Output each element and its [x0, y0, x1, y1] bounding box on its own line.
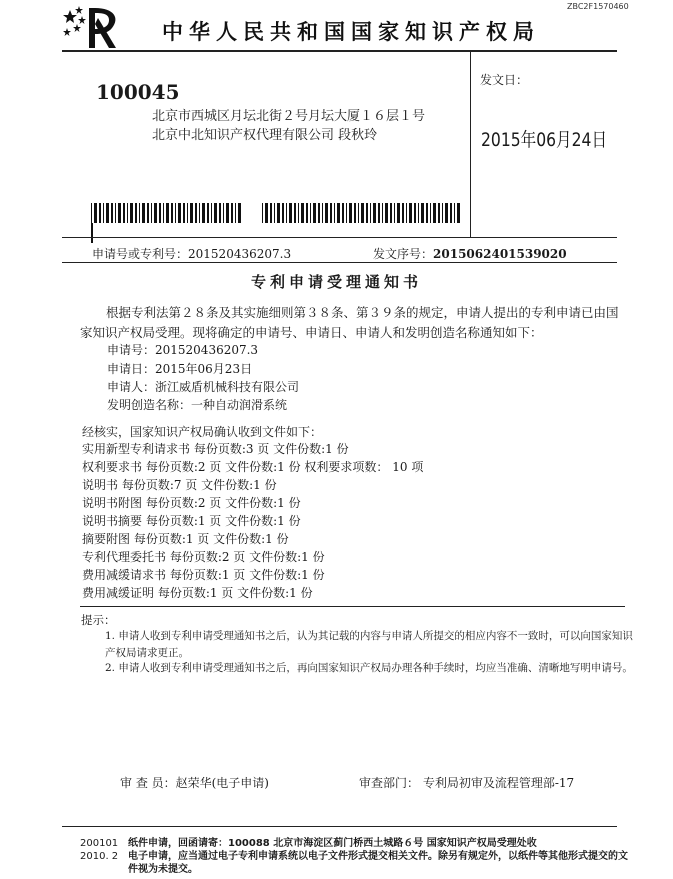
detail-application-number: 申请号：201520436207.3 [107, 343, 259, 357]
sipo-emblem-icon [62, 4, 124, 54]
tips-rule [80, 606, 625, 607]
footer-electronic-notice: 电子申请，应当通过电子专利申请系统以电子文件形式提交相关文件。除另有规定外，以纸件等其他形式提交的文件视为未提交。 [128, 851, 628, 875]
tips-label: 提示： [81, 613, 116, 627]
document-serial: ZBC2F1570460 [567, 2, 629, 11]
file-item: 专利代理委托书 每份页数:2 页 文件份数:1 份 [82, 550, 325, 564]
footer-paper-notice: 纸件申请，回函请寄：100088 北京市海淀区蓟门桥西土城路６号 国家知识产权局受理处收 [128, 838, 537, 849]
numbers-bottom-rule [62, 262, 617, 263]
file-item: 实用新型专利请求书 每份页数:3 页 文件份数:1 份 [82, 442, 349, 456]
file-item: 费用减缓请求书 每份页数:1 页 文件份数:1 份 [82, 568, 325, 582]
file-item: 说明书摘要 每份页数:1 页 文件份数:1 份 [82, 514, 301, 528]
issue-date-label: 发文日： [480, 73, 529, 87]
tip-item: 1. 申请人收到专利申请受理通知书之后，认为其记载的内容与申请人所提交的相应内容不一致时，可以向国家知识产权局请求更正。 [105, 630, 633, 659]
intro-paragraph: 根据专利法第２８条及其实施细则第３８条、第３９条的规定，申请人提出的专利申请已由国家知识产权局受理。现将确定的申请号、申请日、申请人和发明创造名称通知如下： [80, 305, 619, 340]
file-item: 费用减缓证明 每份页数:1 页 文件份数:1 份 [82, 586, 313, 600]
recipient-address: 北京市西城区月坛北街２号月坛大厦１６层１号 [152, 109, 426, 124]
application-number-label: 申请号或专利号： [92, 247, 189, 261]
application-number [92, 245, 291, 262]
date-column-divider [470, 52, 471, 237]
header-rule [62, 50, 617, 52]
footer-rule [62, 826, 617, 827]
tip-item: 2. 申请人收到专利申请受理通知书之后，再向国家知识产权局办理各种手续时，均应当准确、清晰地写明申请号。 [105, 662, 633, 674]
detail-invention-title: 发明创造名称：一种自动润滑系统 [107, 398, 288, 412]
file-item: 摘要附图 每份页数:1 页 文件份数:1 份 [82, 532, 289, 546]
detail-application-date: 申请日：2015年06月23日 [107, 362, 253, 376]
numbers-top-rule [62, 237, 617, 238]
file-item: 说明书 每份页数:7 页 文件份数:1 份 [82, 478, 277, 492]
examiner: 审 查 员：赵荣华(电子申请) [120, 776, 269, 790]
issue-date-stamp: 2015年06月24日 [481, 129, 608, 151]
application-number-value: 201520436207.3 [188, 247, 292, 261]
send-number-value: 2015062401539020 [433, 247, 567, 261]
form-version: 2010. 2 [80, 851, 119, 862]
barcode-right [262, 203, 462, 223]
detail-applicant: 申请人：浙江威盾机械科技有限公司 [107, 380, 300, 394]
recipient-agency: 北京中北知识产权代理有限公司 段秋玲 [152, 128, 378, 143]
file-item: 权利要求书 每份页数:2 页 文件份数:1 份 权利要求项数： 10 项 [82, 460, 424, 474]
examining-department: 审查部门： 专利局初审及流程管理部-17 [359, 776, 575, 790]
files-intro: 经核实，国家知识产权局确认收到文件如下： [82, 425, 323, 439]
postal-code: 100045 [96, 80, 180, 104]
send-number [373, 245, 567, 262]
barcode-left [91, 203, 246, 223]
form-code: 200101 [80, 838, 119, 849]
document-title: 专利申请受理通知书 [250, 273, 422, 291]
header-title: 中华人民共和国国家知识产权局 [162, 20, 540, 44]
send-number-label: 发文序号： [373, 247, 434, 261]
file-item: 说明书附图 每份页数:2 页 文件份数:1 份 [82, 496, 301, 510]
